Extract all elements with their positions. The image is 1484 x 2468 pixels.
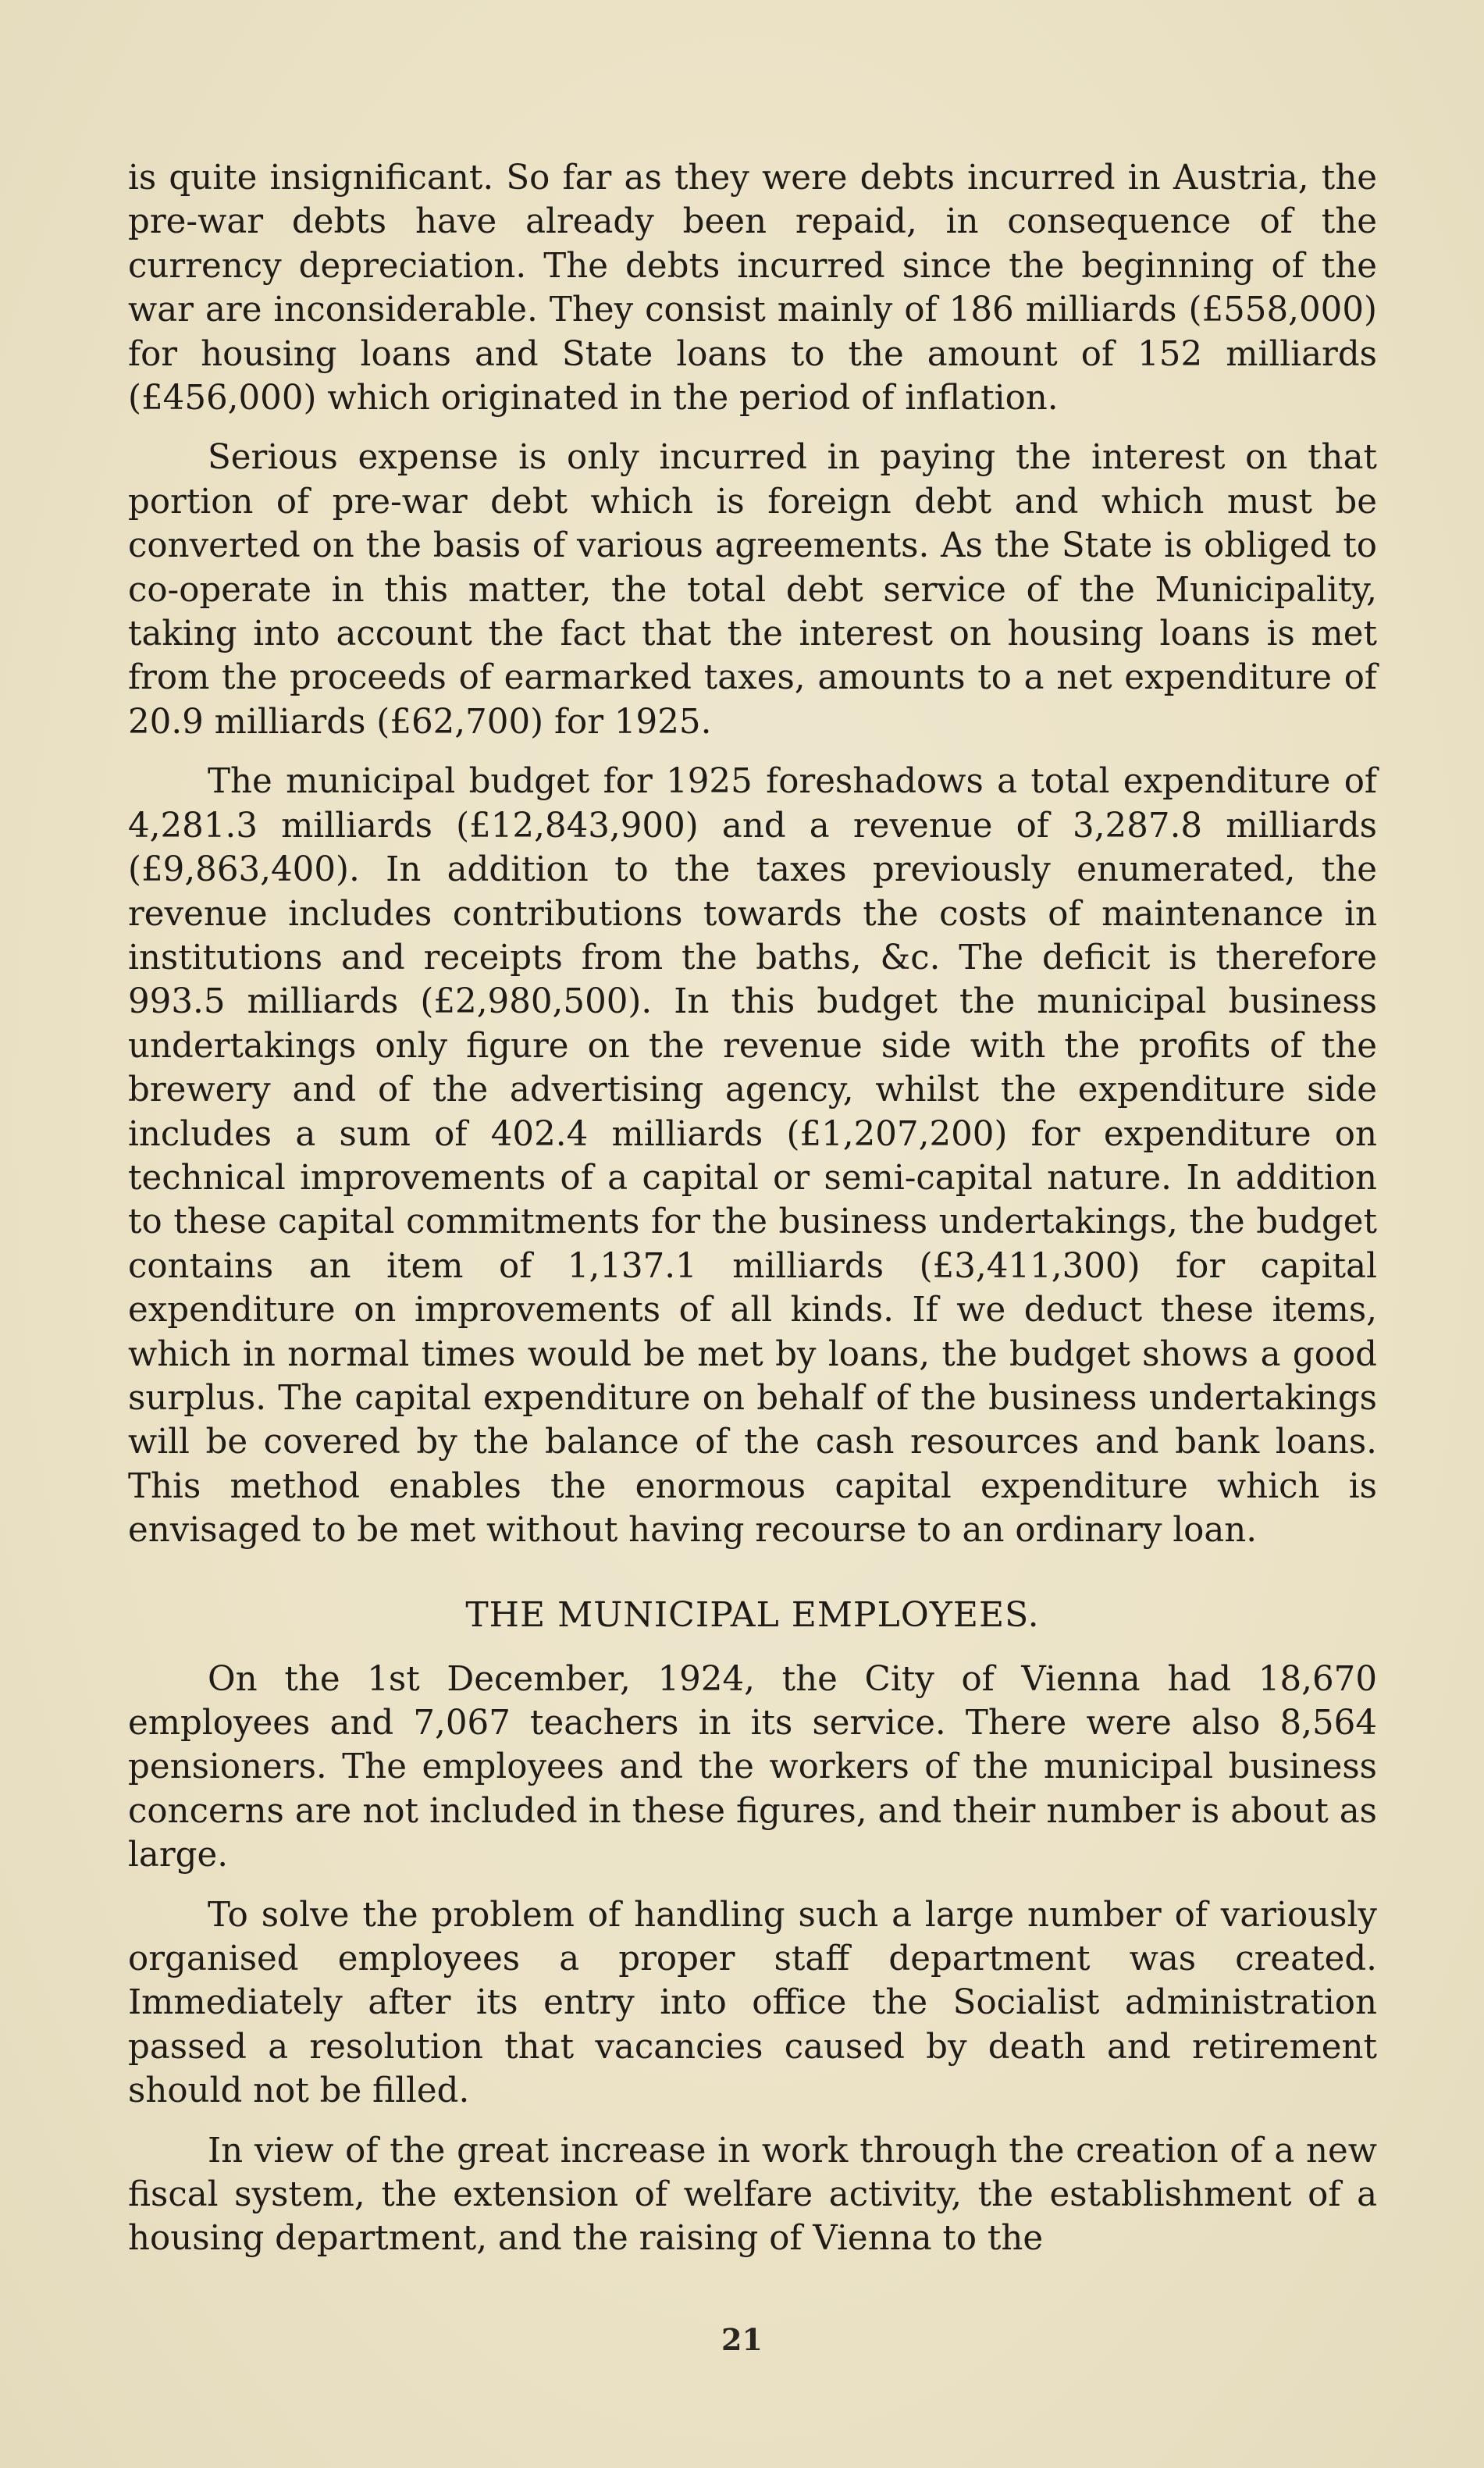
section-heading: THE MUNICIPAL EMPLOYEES. xyxy=(465,1594,1040,1635)
page-number: 21 xyxy=(721,2322,763,2357)
paragraph-budget: The municipal budget for 1925 foreshadows a total expenditure of 4,281.3 milliards (£12,843,900) and a revenue of 3,287.8 milliards (£9,863,400). In addition to the taxes previously enumerated, the revenue includes contributions towards the costs of maintenance in institutions and receipts from the baths, &c. The deficit is therefore 993.5 milliards (£2,980,500). In this budget the municipal business undertakings only figure on the revenue side with the profits of the brewery and of the advertising agency, whilst the expenditure side includes a sum of 402.4 milliards (£1,207,200) for expenditure on technical improvements of a capital or semi-capital nature. In addition to these capital commitments for the business undertakings, the budget contains an item of 1,137.1 milliards (£3,411,300) for capital expenditure on improvements of all kinds. If we deduct these items, which in normal times would be met by loans, the budget shows a good surplus. The capital expenditure on behalf of the business undertakings will be covered by the balance of the cash resources and bank loans. This method enables the enormous capital expenditure which is envisaged to be met without having recourse to an ordinary loan. xyxy=(128,762,1377,1551)
paragraph-employees: On the 1st December, 1924, the City of Vienna had 18,670 employees and 7,067 teachers in its service. There were also 8,564 pensioners. The employees and the workers of the municipal business concerns are not included in these figures, and their number is about as large. xyxy=(128,1659,1377,1875)
paragraph-interest: Serious expense is only incurred in paying the interest on that portion of pre-war debt which is foreign debt and which must be converted on the basis of various agreements. As the State is obliged to co-operate in this matter, the total debt service of the Municipality, taking into account the fact that the interest on housing loans is met from the proceeds of earmarked taxes, amounts to a net expenditure of 20.9 milliards (£62,700) for 1925. xyxy=(128,438,1377,742)
paragraph-staff-department: To solve the problem of handling such a large number of variously organised employees a proper staff department was created. Immediately after its entry into office the Socialist administration passed a resolution that vacancies caused by death and retirement should not be filled. xyxy=(128,1895,1377,2111)
paragraph-increase-in-work: In view of the great increase in work through the creation of a new fiscal system, the extension of welfare activity, the establishment of a housing department, and the raising of Vienna to the xyxy=(128,2131,1377,2259)
paragraph-debts: is quite insignificant. So far as they were debts incurred in Austria, the pre-war debts have already been repaid, in consequence of the currency depreciation. The debts incurred since the beginning of the war are inconsiderable. They consist mainly of 186 milliards (£558,000) for housing loans and State loans to the amount of 152 milliards (£456,000) which originated in the period of inflation. xyxy=(128,158,1377,418)
text-column xyxy=(128,156,1377,2277)
